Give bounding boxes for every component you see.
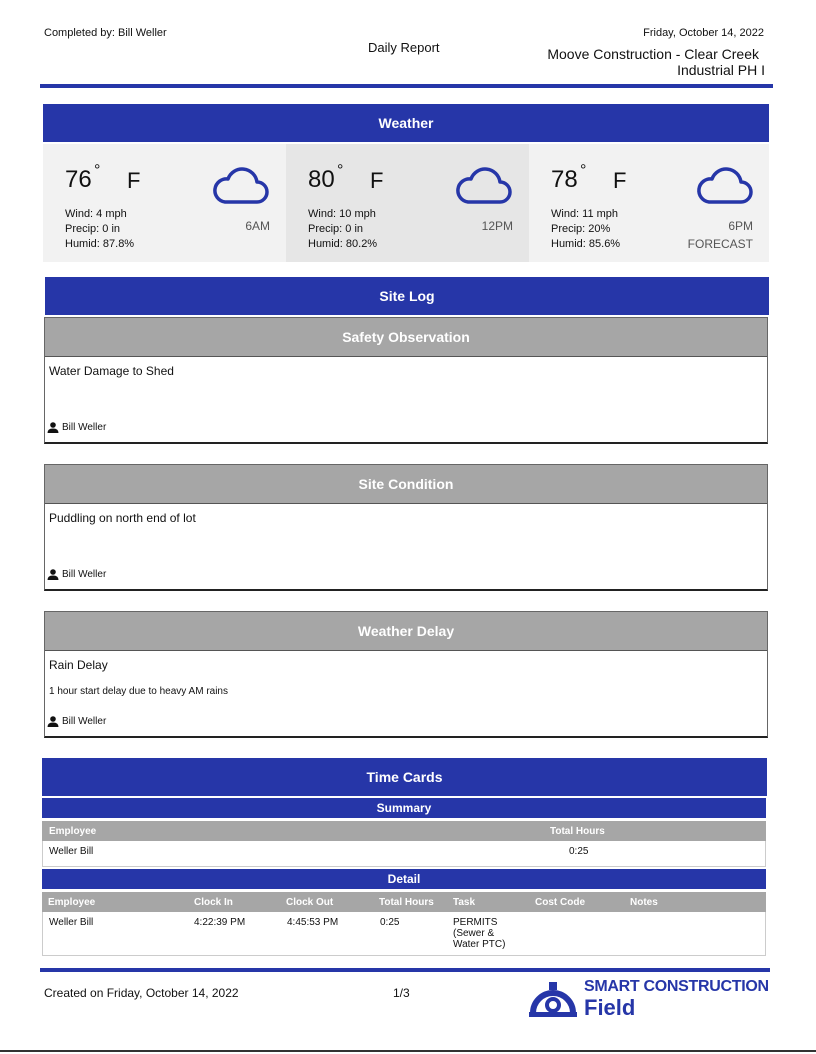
person-icon xyxy=(47,716,59,727)
person-icon xyxy=(47,422,59,433)
site-log-title: Site Log xyxy=(379,288,435,304)
col-clock-in: Clock In xyxy=(194,897,233,908)
cell-clock-in: 4:22:39 PM xyxy=(194,917,246,928)
humidity-value: Humid: 85.6% xyxy=(551,238,621,250)
precip-value: Precip: 20% xyxy=(551,223,611,235)
cell-employee: Weller Bill xyxy=(49,846,94,857)
time-label: 12PM xyxy=(481,219,513,233)
entry-category xyxy=(45,612,767,651)
weather-column-12pm xyxy=(286,144,529,262)
summary-table-header xyxy=(42,821,766,841)
task-line: (Sewer & xyxy=(453,928,495,939)
page-bottom-border xyxy=(0,1050,816,1052)
entry-category xyxy=(45,465,767,504)
summary-title: Summary xyxy=(376,801,432,815)
entry-title: Puddling on north end of lot xyxy=(49,511,196,525)
weather-stats xyxy=(308,207,377,252)
temperature: 78 xyxy=(551,166,578,193)
weather-section-header xyxy=(43,104,769,142)
table-row xyxy=(42,841,766,867)
weather-column-6pm xyxy=(529,144,769,262)
completed-by: Completed by: Bill Weller xyxy=(44,27,167,39)
author-name: Bill Weller xyxy=(62,716,107,727)
author-name: Bill Weller xyxy=(62,569,107,580)
time-label: 6PM xyxy=(728,219,753,233)
col-total-hours: Total Hours xyxy=(550,826,605,837)
entry-author xyxy=(47,716,106,727)
category-label: Safety Observation xyxy=(342,329,470,345)
site-log-section-header xyxy=(45,277,769,315)
report-date: Friday, October 14, 2022 xyxy=(643,27,764,39)
col-clock-out: Clock Out xyxy=(286,897,334,908)
category-label: Weather Delay xyxy=(357,623,455,639)
cloud-icon xyxy=(695,160,753,206)
time-cards-section-header xyxy=(42,758,767,796)
task-line: PERMITS xyxy=(453,917,498,928)
weather-column-6am xyxy=(43,144,286,262)
col-notes: Notes xyxy=(630,897,658,908)
cell-task xyxy=(453,917,505,950)
temperature-unit: F xyxy=(370,168,384,193)
entry-title: Rain Delay xyxy=(49,658,108,672)
detail-subheader xyxy=(42,869,766,889)
weather-stats xyxy=(65,207,134,252)
temperature-unit: F xyxy=(613,168,627,193)
entry-title: Water Damage to Shed xyxy=(49,364,174,378)
site-log-entry xyxy=(44,611,768,738)
temperature: 80 xyxy=(308,166,335,193)
weather-stats xyxy=(551,207,620,252)
entry-author xyxy=(47,569,106,580)
wind-value: Wind: 4 mph xyxy=(65,208,127,220)
page-number: 1/3 xyxy=(393,986,410,1000)
task-line: Water PTC) xyxy=(453,939,506,950)
table-row xyxy=(42,912,766,956)
author-name: Bill Weller xyxy=(62,422,107,433)
logo-text-line2: Field xyxy=(584,995,636,1020)
detail-table-header xyxy=(42,892,766,912)
project-name-line2: Industrial PH I xyxy=(677,62,765,78)
cell-total-hours: 0:25 xyxy=(380,917,400,928)
col-employee: Employee xyxy=(49,826,97,837)
degree-symbol: ° xyxy=(94,162,101,179)
time-cards-title: Time Cards xyxy=(366,769,443,785)
project-name-line1: Moove Construction - Clear Creek xyxy=(547,46,759,62)
precip-value: Precip: 0 in xyxy=(65,223,121,235)
header-divider xyxy=(40,84,773,88)
temperature-unit: F xyxy=(127,168,141,193)
cell-employee: Weller Bill xyxy=(49,917,94,928)
category-label: Site Condition xyxy=(358,476,454,492)
col-task: Task xyxy=(453,897,476,908)
cloud-icon xyxy=(454,160,512,206)
entry-description: 1 hour start delay due to heavy AM rains xyxy=(49,686,228,697)
site-log-entry xyxy=(44,317,768,444)
logo-text-line1: SMART CONSTRUCTION xyxy=(584,978,769,995)
person-icon xyxy=(47,569,59,580)
wind-value: Wind: 10 mph xyxy=(308,208,376,220)
degree-symbol: ° xyxy=(580,162,587,179)
detail-title: Detail xyxy=(387,872,421,886)
forecast-label: FORECAST xyxy=(687,237,753,251)
summary-subheader xyxy=(42,798,766,818)
cell-total-hours: 0:25 xyxy=(569,846,589,857)
weather-title: Weather xyxy=(378,115,434,131)
smart-construction-logo-icon xyxy=(529,980,577,1018)
report-title: Daily Report xyxy=(368,40,440,55)
humidity-value: Humid: 87.8% xyxy=(65,238,135,250)
wind-value: Wind: 11 mph xyxy=(551,208,619,220)
cell-clock-out: 4:45:53 PM xyxy=(287,917,339,928)
time-label: 6AM xyxy=(245,219,270,233)
degree-symbol: ° xyxy=(337,162,344,179)
site-log-entry xyxy=(44,464,768,591)
precip-value: Precip: 0 in xyxy=(308,223,364,235)
col-employee: Employee xyxy=(48,897,96,908)
footer-divider xyxy=(40,968,770,972)
col-cost-code: Cost Code xyxy=(535,897,585,908)
col-total-hours: Total Hours xyxy=(379,897,434,908)
entry-category xyxy=(45,318,767,357)
cloud-icon xyxy=(211,160,269,206)
temperature: 76 xyxy=(65,166,92,193)
humidity-value: Humid: 80.2% xyxy=(308,238,378,250)
created-on: Created on Friday, October 14, 2022 xyxy=(44,986,239,1000)
entry-author xyxy=(47,422,106,433)
